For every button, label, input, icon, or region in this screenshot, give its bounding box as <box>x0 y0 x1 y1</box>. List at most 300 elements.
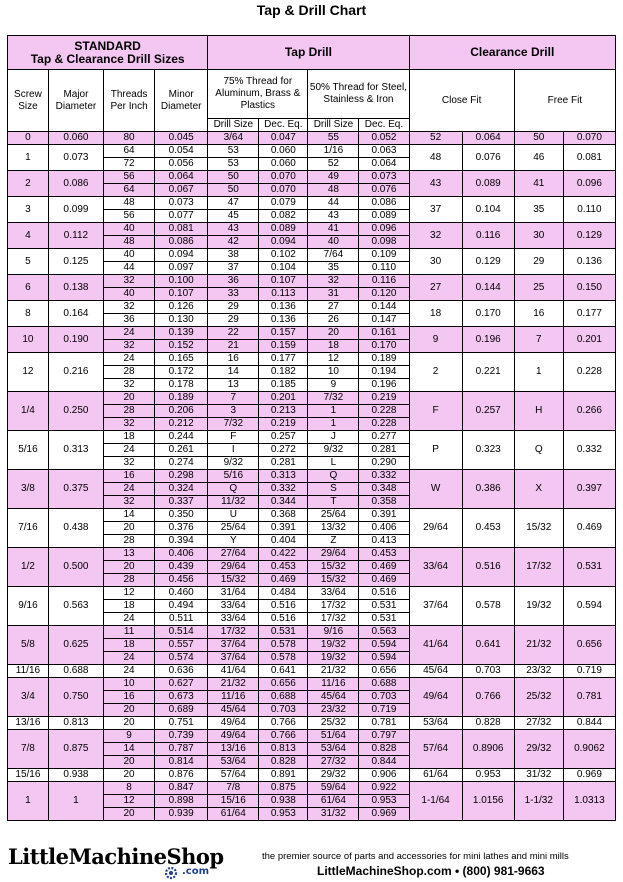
tap75-drill-cell: 3 <box>208 405 259 418</box>
major-diameter-cell: 0.112 <box>48 223 103 249</box>
tap50-dec-cell: 0.086 <box>359 197 409 210</box>
tap50-drill-cell: 49 <box>308 171 359 184</box>
tap75-dec-cell: 0.516 <box>259 613 308 626</box>
free-fit-dec-cell: 0.096 <box>563 171 615 197</box>
minor-diameter-cell: 0.751 <box>155 717 208 730</box>
tap50-dec-cell: 0.413 <box>359 535 409 548</box>
close-fit-dec-cell: 0.323 <box>462 431 514 470</box>
tap50-dec-cell: 0.277 <box>359 431 409 444</box>
tap50-drill-cell: 32 <box>308 275 359 288</box>
major-diameter-cell: 0.625 <box>48 626 103 665</box>
tap50-dec-cell: 0.781 <box>359 717 409 730</box>
tap75-drill-cell: U <box>208 509 259 522</box>
screw-size-cell: 3 <box>8 197 49 223</box>
close-fit-dec-cell: 0.578 <box>462 587 514 626</box>
tap50-drill-cell: 9 <box>308 379 359 392</box>
free-fit-dec-cell: 0.228 <box>563 353 615 392</box>
threads-per-inch-cell: 10 <box>104 678 155 691</box>
free-fit-dec-cell: 0.781 <box>563 678 615 717</box>
tap75-drill-cell: 43 <box>208 223 259 236</box>
tap50-dec-cell: 0.531 <box>359 613 409 626</box>
tap75-dec-cell: 0.453 <box>259 561 308 574</box>
major-diameter-cell: 0.073 <box>48 145 103 171</box>
threads-per-inch-cell: 36 <box>104 314 155 327</box>
tap50-dec-cell: 0.844 <box>359 756 409 769</box>
free-fit-drill-cell: Q <box>514 431 563 470</box>
tap50-drill-cell: 17/32 <box>308 613 359 626</box>
tap50-dec-cell: 0.098 <box>359 236 409 249</box>
free-fit-dec-cell: 0.129 <box>563 223 615 249</box>
minor-diameter-cell: 0.439 <box>155 561 208 574</box>
tap75-drill-cell: 38 <box>208 249 259 262</box>
free-fit-drill-cell: 21/32 <box>514 626 563 665</box>
tap75-dec-cell: 0.344 <box>259 496 308 509</box>
major-diameter-cell: 0.060 <box>48 132 103 145</box>
screw-size-cell: 5/8 <box>8 626 49 665</box>
threads-per-inch-cell: 20 <box>104 808 155 821</box>
gear-icon <box>164 866 178 880</box>
close-fit-drill-cell: 9 <box>409 327 462 353</box>
tap75-drill-cell: 9/32 <box>208 457 259 470</box>
minor-diameter-cell: 0.097 <box>155 262 208 275</box>
free-fit-drill-cell: 16 <box>514 301 563 327</box>
tap75-drill-cell: 42 <box>208 236 259 249</box>
free-fit-drill-cell: H <box>514 392 563 431</box>
screw-size-header: Screw Size <box>8 70 49 132</box>
thread-75-header: 75% Thread for Aluminum, Brass & Plastics <box>208 70 308 119</box>
minor-diameter-cell: 0.350 <box>155 509 208 522</box>
threads-per-inch-cell: 9 <box>104 730 155 743</box>
table-row <box>8 548 616 561</box>
tap50-dec-cell: 0.281 <box>359 444 409 457</box>
screw-size-cell: 15/16 <box>8 769 49 782</box>
tap75-dec-cell: 0.082 <box>259 210 308 223</box>
close-fit-drill-cell: 30 <box>409 249 462 275</box>
threads-per-inch-cell: 12 <box>104 795 155 808</box>
table-row <box>8 509 616 522</box>
tap75-drill-cell: 29 <box>208 314 259 327</box>
tap50-drill-cell: 11/16 <box>308 678 359 691</box>
free-fit-header: Free Fit <box>514 70 615 132</box>
tap75-drill-cell: 31/64 <box>208 587 259 600</box>
close-fit-drill-cell: 27 <box>409 275 462 301</box>
table-row <box>8 678 616 691</box>
tap75-dec-cell: 0.113 <box>259 288 308 301</box>
minor-diameter-cell: 0.054 <box>155 145 208 158</box>
threads-per-inch-cell: 24 <box>104 327 155 340</box>
minor-diameter-cell: 0.056 <box>155 158 208 171</box>
minor-diameter-cell: 0.739 <box>155 730 208 743</box>
threads-per-inch-cell: 32 <box>104 496 155 509</box>
tap75-dec-cell: 0.219 <box>259 418 308 431</box>
tap50-dec-cell: 0.656 <box>359 665 409 678</box>
free-fit-drill-cell: 30 <box>514 223 563 249</box>
minor-diameter-cell: 0.244 <box>155 431 208 444</box>
close-fit-dec-cell: 1.0156 <box>462 782 514 821</box>
threads-per-inch-cell: 18 <box>104 639 155 652</box>
tap50-drill-cell: 51/64 <box>308 730 359 743</box>
free-fit-drill-cell: 29 <box>514 249 563 275</box>
minor-diameter-cell: 0.206 <box>155 405 208 418</box>
free-fit-drill-cell: X <box>514 470 563 509</box>
tap75-drill-cell: Y <box>208 535 259 548</box>
tap50-drill-cell: 35 <box>308 262 359 275</box>
minor-diameter-cell: 0.086 <box>155 236 208 249</box>
tap75-dec-cell: 0.272 <box>259 444 308 457</box>
threads-per-inch-cell: 20 <box>104 769 155 782</box>
major-diameter-cell: 0.375 <box>48 470 103 509</box>
close-fit-header: Close Fit <box>409 70 514 132</box>
tap-drill-header: Tap Drill <box>208 36 409 70</box>
threads-per-inch-cell: 24 <box>104 665 155 678</box>
free-fit-dec-cell: 0.266 <box>563 392 615 431</box>
threads-per-inch-cell: 8 <box>104 782 155 795</box>
close-fit-dec-cell: 0.453 <box>462 509 514 548</box>
free-fit-drill-cell: 29/32 <box>514 730 563 769</box>
minor-diameter-cell: 0.077 <box>155 210 208 223</box>
contact-line: LittleMachineShop.com • (800) 981-9663 <box>317 864 545 878</box>
minor-diameter-cell: 0.514 <box>155 626 208 639</box>
tap50-drill-cell: 12 <box>308 353 359 366</box>
tap-drill-table <box>7 35 616 821</box>
major-diameter-header: Major Diameter <box>48 70 103 132</box>
close-fit-drill-cell: W <box>409 470 462 509</box>
minor-diameter-cell: 0.494 <box>155 600 208 613</box>
tap75-dec-cell: 0.257 <box>259 431 308 444</box>
tap50-dec-cell: 0.516 <box>359 587 409 600</box>
table-row <box>8 587 616 600</box>
tap75-dec-cell: 0.313 <box>259 470 308 483</box>
tap75-drill-cell: 49/64 <box>208 717 259 730</box>
major-diameter-cell: 0.138 <box>48 275 103 301</box>
tap75-dec-cell: 0.391 <box>259 522 308 535</box>
tap75-dec-cell: 0.953 <box>259 808 308 821</box>
threads-per-inch-cell: 40 <box>104 288 155 301</box>
tap50-drill-cell: 27 <box>308 301 359 314</box>
tap75-dec-cell: 0.159 <box>259 340 308 353</box>
free-fit-drill-cell: 7 <box>514 327 563 353</box>
tap75-dec-cell: 0.531 <box>259 626 308 639</box>
major-diameter-cell: 0.313 <box>48 431 103 470</box>
table-row <box>8 171 616 184</box>
free-fit-drill-cell: 19/32 <box>514 587 563 626</box>
screw-size-cell: 7/16 <box>8 509 49 548</box>
tap50-dec-cell: 0.161 <box>359 327 409 340</box>
minor-diameter-cell: 0.876 <box>155 769 208 782</box>
tap50-drill-cell: 25/32 <box>308 717 359 730</box>
tap75-drill-cell: 25/64 <box>208 522 259 535</box>
tap75-drill-cell: 15/32 <box>208 574 259 587</box>
table-body <box>8 132 616 821</box>
tap50-drill-cell: 44 <box>308 197 359 210</box>
threads-per-inch-cell: 14 <box>104 509 155 522</box>
threads-per-inch-cell: 56 <box>104 171 155 184</box>
minor-diameter-cell: 0.139 <box>155 327 208 340</box>
tap50-dec-cell: 0.828 <box>359 743 409 756</box>
table-row <box>8 769 616 782</box>
tap50-dec-cell: 0.922 <box>359 782 409 795</box>
page-title: Tap & Drill Chart <box>256 2 367 18</box>
tap75-drill-cell: 41/64 <box>208 665 259 678</box>
tap50-dec-cell: 0.063 <box>359 145 409 158</box>
close-fit-dec-cell: 0.257 <box>462 392 514 431</box>
tap75-drill-cell: 53 <box>208 158 259 171</box>
tap50-dec-cell: 0.073 <box>359 171 409 184</box>
free-fit-dec-cell: 0.397 <box>563 470 615 509</box>
minor-diameter-cell: 0.126 <box>155 301 208 314</box>
tap50-dec-cell: 0.332 <box>359 470 409 483</box>
tap75-drill-cell: F <box>208 431 259 444</box>
tap50-drill-cell: 41 <box>308 223 359 236</box>
threads-per-inch-cell: 32 <box>104 275 155 288</box>
tap75-drill-cell: 33/64 <box>208 600 259 613</box>
tap50-dec-cell: 0.531 <box>359 600 409 613</box>
major-diameter-cell: 0.813 <box>48 717 103 730</box>
tap50-drill-cell: 33/64 <box>308 587 359 600</box>
major-diameter-cell: 0.563 <box>48 587 103 626</box>
screw-size-cell: 3/4 <box>8 678 49 717</box>
free-fit-dec-cell: 0.136 <box>563 249 615 275</box>
minor-diameter-cell: 0.100 <box>155 275 208 288</box>
major-diameter-cell: 0.086 <box>48 171 103 197</box>
screw-size-cell: 8 <box>8 301 49 327</box>
major-diameter-cell: 1 <box>48 782 103 821</box>
tap50-drill-cell: 9/16 <box>308 626 359 639</box>
close-fit-dec-cell: 0.144 <box>462 275 514 301</box>
tap50-dec-cell: 0.290 <box>359 457 409 470</box>
tap75-drill-cell: 7/8 <box>208 782 259 795</box>
minor-diameter-cell: 0.814 <box>155 756 208 769</box>
tap50-dec-cell: 0.797 <box>359 730 409 743</box>
tap75-drill-cell: 33/64 <box>208 613 259 626</box>
minor-diameter-cell: 0.067 <box>155 184 208 197</box>
minor-diameter-cell: 0.337 <box>155 496 208 509</box>
tap50-dec-cell: 0.109 <box>359 249 409 262</box>
standard-header-line1: STANDARD <box>74 38 141 53</box>
close-fit-dec-cell: 0.8906 <box>462 730 514 769</box>
tap50-dec-cell: 0.147 <box>359 314 409 327</box>
major-diameter-cell: 0.125 <box>48 249 103 275</box>
table-row <box>8 249 616 262</box>
free-fit-dec-cell: 0.469 <box>563 509 615 548</box>
threads-per-inch-cell: 24 <box>104 613 155 626</box>
major-diameter-cell: 0.250 <box>48 392 103 431</box>
tap50-dec-cell: 0.348 <box>359 483 409 496</box>
tap75-dec-cell: 0.891 <box>259 769 308 782</box>
free-fit-drill-cell: 15/32 <box>514 509 563 548</box>
tap75-dec-cell: 0.136 <box>259 314 308 327</box>
tap50-dec-cell: 0.194 <box>359 366 409 379</box>
table-row <box>8 717 616 730</box>
tap75-drill-cell: 45 <box>208 210 259 223</box>
tap50-drill-cell: 61/64 <box>308 795 359 808</box>
tap75-dec-cell: 0.703 <box>259 704 308 717</box>
free-fit-dec-cell: 0.332 <box>563 431 615 470</box>
close-fit-drill-cell: 33/64 <box>409 548 462 587</box>
free-fit-dec-cell: 0.201 <box>563 327 615 353</box>
tap50-dec-cell: 0.064 <box>359 158 409 171</box>
tap75-dec-cell: 0.157 <box>259 327 308 340</box>
table-row <box>8 392 616 405</box>
tap75-drill-cell: 16 <box>208 353 259 366</box>
threads-per-inch-cell: 28 <box>104 405 155 418</box>
close-fit-drill-cell: 49/64 <box>409 678 462 717</box>
tap50-drill-cell: 43 <box>308 210 359 223</box>
close-fit-dec-cell: 0.828 <box>462 717 514 730</box>
close-fit-drill-cell: 53/64 <box>409 717 462 730</box>
free-fit-dec-cell: 1.0313 <box>563 782 615 821</box>
logo: LittleMachineShop <box>8 844 224 869</box>
footer <box>0 842 623 882</box>
tap75-drill-cell: 33 <box>208 288 259 301</box>
tap75-drill-cell: 61/64 <box>208 808 259 821</box>
tap75-drill-cell: 13/16 <box>208 743 259 756</box>
screw-size-cell: 1 <box>8 782 49 821</box>
tap50-drill-cell: 27/32 <box>308 756 359 769</box>
tap75-drill-cell: 53/64 <box>208 756 259 769</box>
tap50-drill-cell: T <box>308 496 359 509</box>
tap75-dec-cell: 0.136 <box>259 301 308 314</box>
minor-diameter-cell: 0.081 <box>155 223 208 236</box>
major-diameter-cell: 0.099 <box>48 197 103 223</box>
tap50-drill-cell: Z <box>308 535 359 548</box>
close-fit-drill-cell: 29/64 <box>409 509 462 548</box>
tap75-dec-cell: 0.813 <box>259 743 308 756</box>
screw-size-cell: 4 <box>8 223 49 249</box>
tap75-drill-cell: 50 <box>208 184 259 197</box>
tap75-dec-cell: 0.094 <box>259 236 308 249</box>
minor-diameter-cell: 0.165 <box>155 353 208 366</box>
tap50-dec-cell: 0.358 <box>359 496 409 509</box>
tap50-drill-cell: 26 <box>308 314 359 327</box>
screw-size-cell: 1/4 <box>8 392 49 431</box>
tap50-dec-cell: 0.563 <box>359 626 409 639</box>
tap50-dec-cell: 0.189 <box>359 353 409 366</box>
minor-diameter-cell: 0.636 <box>155 665 208 678</box>
close-fit-drill-cell: F <box>409 392 462 431</box>
close-fit-dec-cell: 0.386 <box>462 470 514 509</box>
free-fit-dec-cell: 0.594 <box>563 587 615 626</box>
tap50-drill-cell: 9/32 <box>308 444 359 457</box>
threads-per-inch-cell: 11 <box>104 626 155 639</box>
threads-per-inch-cell: 32 <box>104 301 155 314</box>
close-fit-drill-cell: 1-1/64 <box>409 782 462 821</box>
close-fit-drill-cell: 52 <box>409 132 462 145</box>
tap50-drill-cell: 23/32 <box>308 704 359 717</box>
free-fit-dec-cell: 0.9062 <box>563 730 615 769</box>
tap75-dec-cell: 0.484 <box>259 587 308 600</box>
tap50-dec-cell: 0.219 <box>359 392 409 405</box>
close-fit-dec-cell: 0.104 <box>462 197 514 223</box>
minor-diameter-cell: 0.172 <box>155 366 208 379</box>
close-fit-dec-cell: 0.641 <box>462 626 514 665</box>
tap50-dec-cell: 0.688 <box>359 678 409 691</box>
close-fit-drill-cell: 45/64 <box>409 665 462 678</box>
tap50-dec-cell: 0.969 <box>359 808 409 821</box>
threads-per-inch-cell: 20 <box>104 717 155 730</box>
free-fit-dec-cell: 0.150 <box>563 275 615 301</box>
tap50-drill-cell: Q <box>308 470 359 483</box>
tap75-dec-cell: 0.070 <box>259 171 308 184</box>
tap50-dec-cell: 0.076 <box>359 184 409 197</box>
free-fit-dec-cell: 0.177 <box>563 301 615 327</box>
tap75-dec-cell: 0.177 <box>259 353 308 366</box>
tap75-drill-cell: I <box>208 444 259 457</box>
tap75-dec-cell: 0.368 <box>259 509 308 522</box>
tap50-dec-cell: 0.110 <box>359 262 409 275</box>
close-fit-drill-cell: 41/64 <box>409 626 462 665</box>
tap75-drill-cell: 50 <box>208 171 259 184</box>
tap50-drill-cell: 48 <box>308 184 359 197</box>
tap75-dec-cell: 0.656 <box>259 678 308 691</box>
close-fit-dec-cell: 0.129 <box>462 249 514 275</box>
tap75-drill-cell: 36 <box>208 275 259 288</box>
tap50-dec-cell: 0.096 <box>359 223 409 236</box>
tap75-dec-cell: 0.766 <box>259 717 308 730</box>
tap75-dec-cell: 0.688 <box>259 691 308 704</box>
minor-diameter-cell: 0.689 <box>155 704 208 717</box>
minor-diameter-cell: 0.627 <box>155 678 208 691</box>
free-fit-drill-cell: 25/32 <box>514 678 563 717</box>
close-fit-dec-cell: 0.116 <box>462 223 514 249</box>
threads-per-inch-cell: 32 <box>104 457 155 470</box>
free-fit-dec-cell: 0.081 <box>563 145 615 171</box>
threads-per-inch-cell: 64 <box>104 184 155 197</box>
table-row <box>8 626 616 639</box>
tap50-drill-cell: 40 <box>308 236 359 249</box>
threads-per-inch-cell: 40 <box>104 223 155 236</box>
threads-per-inch-cell: 28 <box>104 574 155 587</box>
close-fit-dec-cell: 0.089 <box>462 171 514 197</box>
free-fit-dec-cell: 0.070 <box>563 132 615 145</box>
tap50-drill-cell: J <box>308 431 359 444</box>
free-fit-drill-cell: 50 <box>514 132 563 145</box>
screw-size-cell: 7/8 <box>8 730 49 769</box>
tap75-dec-cell: 0.104 <box>259 262 308 275</box>
minor-diameter-cell: 0.511 <box>155 613 208 626</box>
tap50-drill-cell: 21/32 <box>308 665 359 678</box>
close-fit-dec-cell: 0.170 <box>462 301 514 327</box>
threads-per-inch-cell: 44 <box>104 262 155 275</box>
free-fit-drill-cell: 23/32 <box>514 665 563 678</box>
tap50-dec-cell: 0.906 <box>359 769 409 782</box>
screw-size-cell: 6 <box>8 275 49 301</box>
tap75-dec-cell: 0.281 <box>259 457 308 470</box>
tap50-dec-cell: 0.953 <box>359 795 409 808</box>
threads-per-inch-cell: 20 <box>104 704 155 717</box>
table-row <box>8 223 616 236</box>
close-fit-dec-cell: 0.953 <box>462 769 514 782</box>
minor-diameter-cell: 0.456 <box>155 574 208 587</box>
threads-per-inch-cell: 24 <box>104 483 155 496</box>
close-fit-drill-cell: 18 <box>409 301 462 327</box>
major-diameter-cell: 0.688 <box>48 665 103 678</box>
tap75-dec-cell: 0.766 <box>259 730 308 743</box>
minor-diameter-cell: 0.298 <box>155 470 208 483</box>
tap50-drill-cell: L <box>308 457 359 470</box>
tap75-dec-cell: 0.516 <box>259 600 308 613</box>
table-row <box>8 665 616 678</box>
tap75-drill-cell: 29/64 <box>208 561 259 574</box>
tap50-dec-cell: 0.116 <box>359 275 409 288</box>
tap75-dec-cell: 0.079 <box>259 197 308 210</box>
tap75-drill-cell: 13 <box>208 379 259 392</box>
tap75-dec-cell: 0.213 <box>259 405 308 418</box>
screw-size-cell: 1 <box>8 145 49 171</box>
close-fit-dec-cell: 0.076 <box>462 145 514 171</box>
screw-size-cell: 5/16 <box>8 431 49 470</box>
standard-header-line2: Tap & Clearance Drill Sizes <box>30 51 185 66</box>
